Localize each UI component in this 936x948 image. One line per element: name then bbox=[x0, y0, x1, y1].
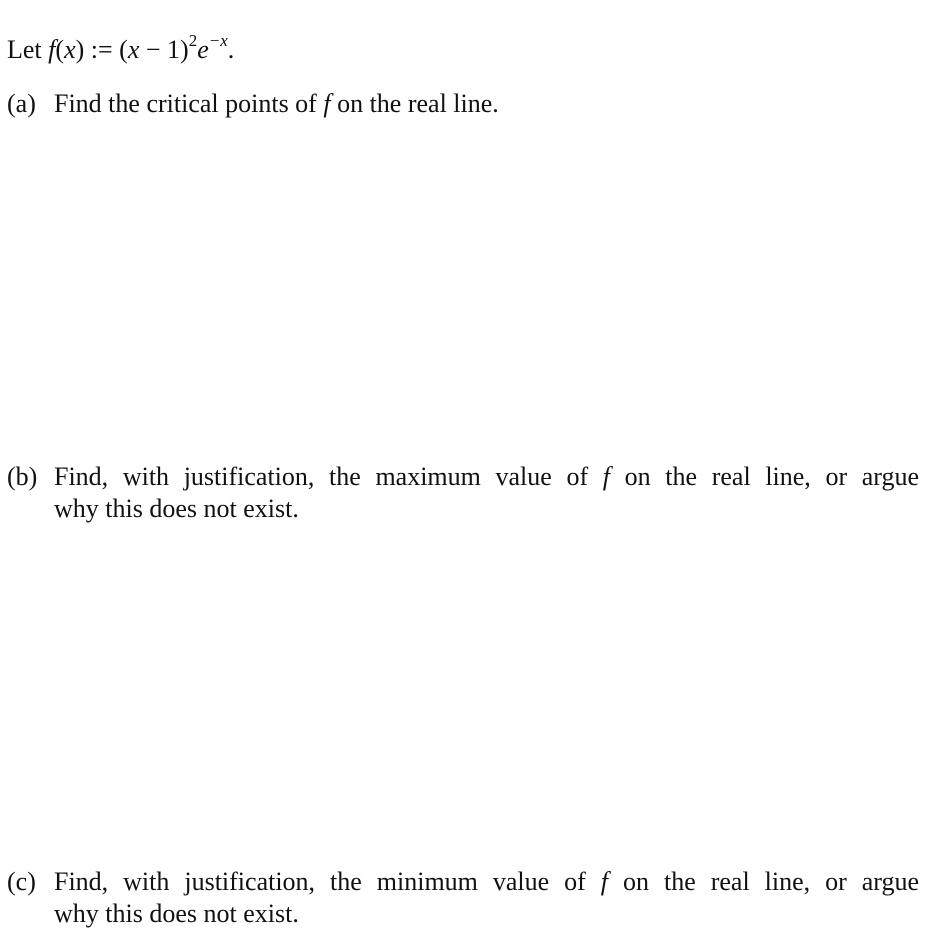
expression-rest: − 1) bbox=[139, 35, 189, 64]
function-name: f bbox=[48, 35, 56, 64]
part-a-label: (a) bbox=[7, 89, 36, 118]
part-c-text-post: on the real line, or argue bbox=[608, 867, 920, 896]
part-b-text-pre: Find, with justification, the maximum value of bbox=[54, 462, 603, 491]
part-a-text-pre: Find the critical points of bbox=[54, 89, 324, 118]
part-c-question-line2: why this does not exist. bbox=[54, 899, 299, 928]
part-c-f: f bbox=[600, 867, 609, 896]
paren-open: ( bbox=[55, 35, 65, 64]
part-a-text-post: on the real line. bbox=[330, 89, 499, 118]
expression-variable: x bbox=[127, 35, 140, 64]
square-exponent: 2 bbox=[188, 31, 198, 51]
part-c-label: (c) bbox=[7, 867, 36, 896]
euler-e: e bbox=[197, 35, 209, 64]
part-b-answer-space[interactable] bbox=[0, 530, 936, 860]
part-a-answer-space[interactable] bbox=[0, 125, 936, 455]
part-b-f: f bbox=[602, 462, 611, 491]
definition-period: . bbox=[227, 35, 235, 64]
part-a-f: f bbox=[323, 89, 331, 118]
part-c-question-line1 bbox=[54, 866, 919, 898]
part-a-question bbox=[54, 88, 919, 120]
part-c-text-pre: Find, with justification, the minimum value of bbox=[54, 867, 601, 896]
part-b-question-line1 bbox=[54, 461, 919, 493]
negative-x-exponent: −x bbox=[208, 31, 228, 51]
function-definition bbox=[7, 31, 235, 66]
function-variable: x bbox=[64, 35, 76, 64]
part-b-text-post: on the real line, or argue bbox=[610, 462, 920, 491]
define-symbol: ) := ( bbox=[75, 35, 128, 64]
let-word: Let bbox=[7, 35, 42, 64]
part-b-question-line2: why this does not exist. bbox=[54, 494, 299, 523]
part-b-label: (b) bbox=[7, 462, 38, 491]
